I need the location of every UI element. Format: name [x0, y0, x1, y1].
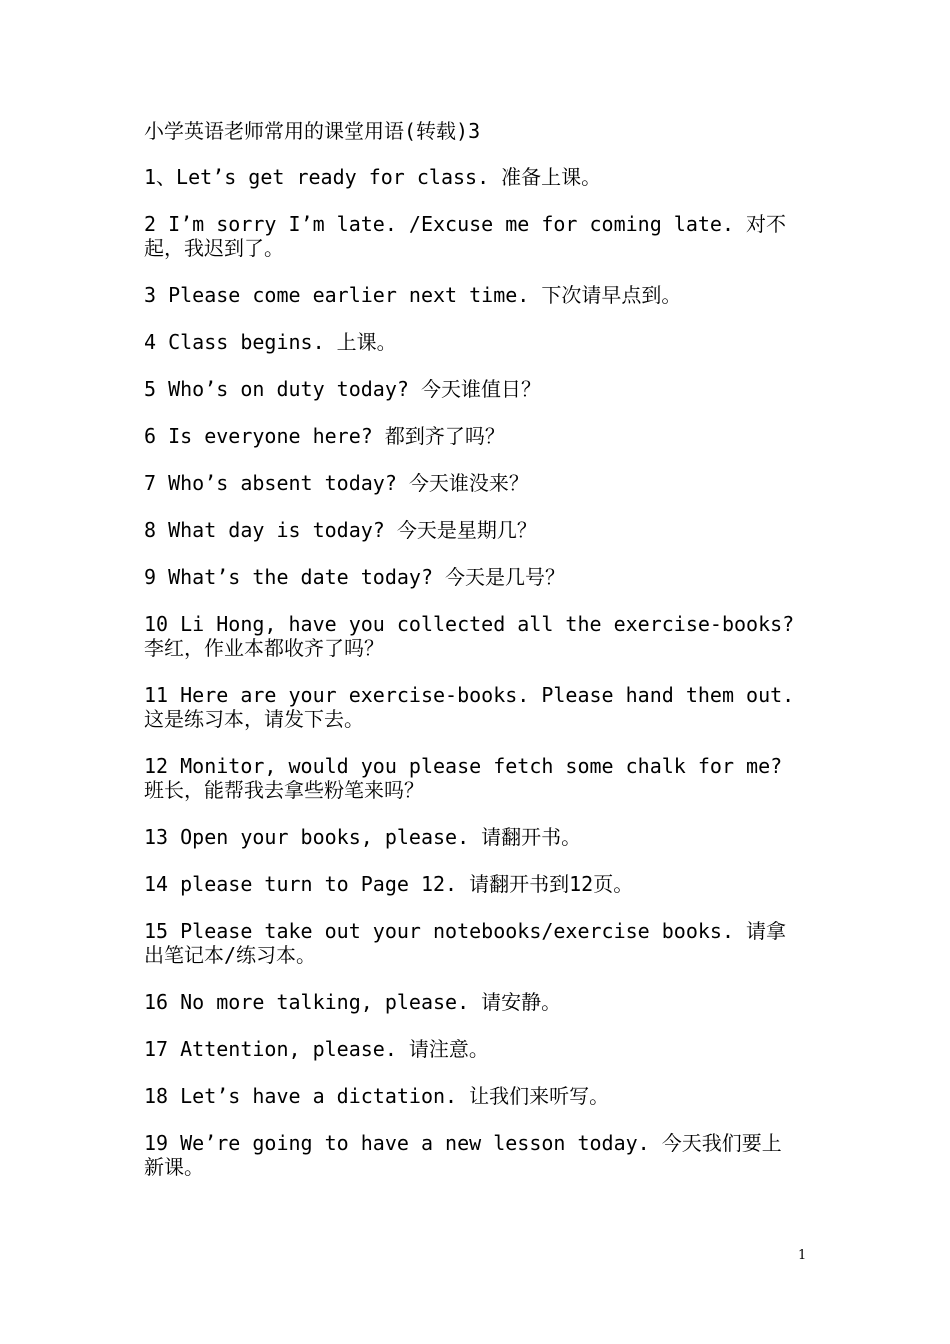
- phrase-item-1: 1、Let’s get ready for class. 准备上课。: [144, 165, 602, 189]
- phrase-item-13: 13 Open your books, please. 请翻开书。: [144, 825, 582, 849]
- document-body: [144, 118, 796, 1202]
- phrase-item-5: 5 Who’s on duty today? 今天谁值日？: [144, 377, 541, 401]
- phrase-item-9: 9 What’s the date today? 今天是几号？: [144, 565, 566, 589]
- phrase-item-16: 16 No more talking, please. 请安静。: [144, 990, 562, 1014]
- phrase-item-3: 3 Please come earlier next time. 下次请早点到。: [144, 283, 682, 307]
- phrase-item-11: 11 Here are your exercise-books. Please hand them out. 这是练习本，请发下去。: [144, 683, 795, 731]
- phrase-item-14: 14 please turn to Page 12. 请翻开书到12页。: [144, 872, 634, 896]
- phrase-item-15: 15 Please take out your notebooks/exercise books. 请拿出笔记本/练习本。: [144, 919, 787, 967]
- page-number: 1: [798, 1248, 807, 1263]
- phrase-item-17: 17 Attention, please. 请注意。: [144, 1037, 489, 1061]
- phrase-item-8: 8 What day is today? 今天是星期几？: [144, 518, 537, 542]
- phrase-item-2: 2 I’m sorry I’m late. /Excuse me for coming late. 对不起，我迟到了。: [144, 212, 787, 260]
- phrase-item-12: 12 Monitor, would you please fetch some chalk for me? 班长，能帮我去拿些粉笔来吗？: [144, 754, 783, 802]
- phrase-item-10: 10 Li Hong, have you collected all the exercise-books? 李红，作业本都收齐了吗？: [144, 612, 795, 660]
- phrase-item-7: 7 Who’s absent today? 今天谁没来？: [144, 471, 529, 495]
- phrase-item-4: 4 Class begins. 上课。: [144, 330, 397, 354]
- phrase-item-18: 18 Let’s have a dictation. 让我们来听写。: [144, 1084, 610, 1108]
- phrase-item-6: 6 Is everyone here? 都到齐了吗？: [144, 424, 505, 448]
- document-title: 小学英语老师常用的课堂用语(转载)3: [144, 119, 481, 143]
- phrase-item-19: 19 We’re going to have a new lesson today. 今天我们要上新课。: [144, 1131, 782, 1179]
